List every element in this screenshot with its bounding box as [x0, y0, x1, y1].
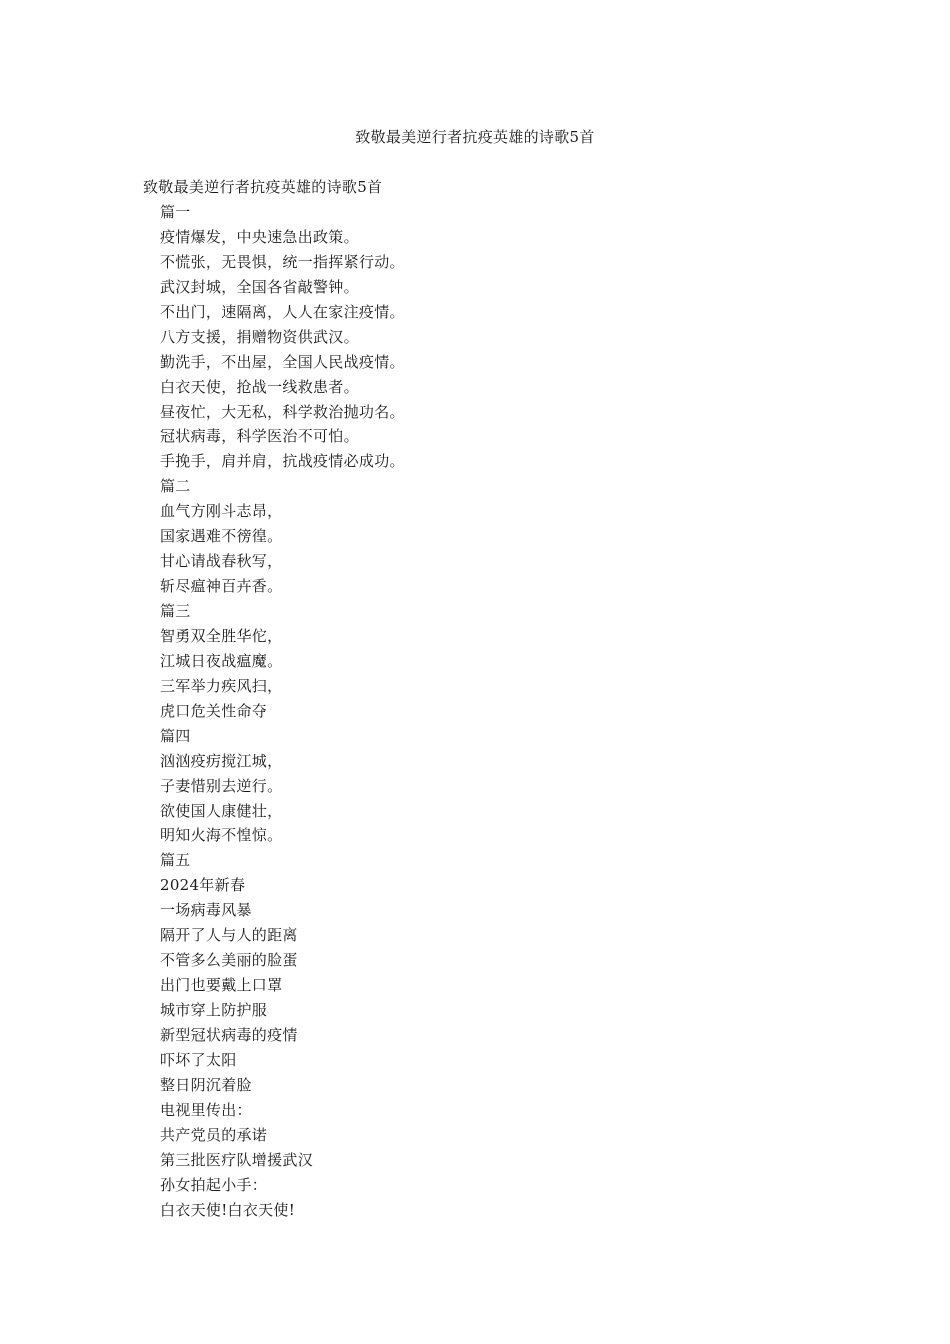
poem-line: 疫情爆发，中央速急出政策。: [160, 227, 359, 246]
poem-line: 隔开了人与人的距离: [160, 926, 298, 945]
poem-line: 江城日夜战瘟魔。: [160, 651, 283, 670]
poem-line: 不管多么美丽的脸蛋: [160, 951, 298, 970]
poem-line: 昼夜忙，大无私，科学救治抛功名。: [160, 402, 405, 421]
poem-line: 吓坏了太阳: [160, 1050, 237, 1069]
poem-line: 篇一: [160, 203, 191, 221]
page-header: 致敬最美逆行者抗疫英雄的诗歌5首: [355, 128, 595, 146]
poem-line: 篇五: [160, 851, 191, 870]
poem-line: 孙女拍起小手：: [160, 1175, 268, 1194]
poem-line: 欲使国人康健壮，: [160, 801, 283, 820]
poem-line: 冠状病毒，科学医治不可怕。: [160, 427, 359, 446]
poem-line: 国家遇难不徬徨。: [160, 527, 283, 546]
poem-line: 明知火海不惶惊。: [160, 826, 283, 845]
poem-line: 整日阴沉着脸: [160, 1075, 252, 1094]
poem-line: 篇二: [160, 477, 191, 496]
poem-line: 汹汹疫疠搅江城，: [160, 751, 283, 770]
poem-line: 白衣天使!白衣天使!: [160, 1200, 296, 1219]
poem-line: 共产党员的承诺: [160, 1125, 268, 1144]
poem-line: 新型冠状病毒的疫情: [160, 1025, 298, 1044]
poem-lines: [160, 200, 405, 1222]
poem-line: 斩尽瘟神百卉香。: [160, 577, 283, 596]
poem-line: 勤洗手，不出屋，全国人民战疫情。: [160, 352, 405, 371]
poem-line: 城市穿上防护服: [160, 1001, 268, 1019]
poem-line: 血气方刚斗志昂，: [160, 502, 283, 521]
poem-line: 不出门，速隔离，人人在家注疫情。: [160, 302, 405, 321]
poem-line: 篇三: [160, 602, 191, 620]
poem-line: 手挽手，肩并肩，抗战疫情必成功。: [160, 452, 405, 471]
poem-line: 白衣天使，抢战一线救患者。: [160, 377, 359, 396]
poem-line: 一场病毒风暴: [160, 901, 252, 920]
poem-line: 电视里传出：: [160, 1100, 252, 1119]
poem-line: 武汉封城，全国各省敲警钟。: [160, 277, 359, 296]
poem-line: 八方支援，捐赠物资供武汉。: [160, 327, 359, 346]
poem-line: 出门也要戴上口罩: [160, 976, 283, 995]
poem-line: 不慌张，无畏惧，统一指挥紧行动。: [160, 252, 405, 271]
poem-line: 智勇双全胜华佗，: [160, 626, 283, 645]
poem-line: 虎口危关性命夺: [160, 701, 268, 720]
poem-line: 2024年新春: [160, 876, 246, 895]
poem-line: 篇四: [160, 726, 191, 745]
poem-line: 子妻惜别去逆行。: [160, 776, 283, 795]
poem-line: 甘心请战春秋写，: [160, 552, 283, 571]
poem-line: 三军举力疾风扫，: [160, 676, 283, 695]
document-title: 致敬最美逆行者抗疫英雄的诗歌5首: [143, 178, 383, 196]
poem-line: 第三批医疗队增援武汉: [160, 1150, 314, 1169]
